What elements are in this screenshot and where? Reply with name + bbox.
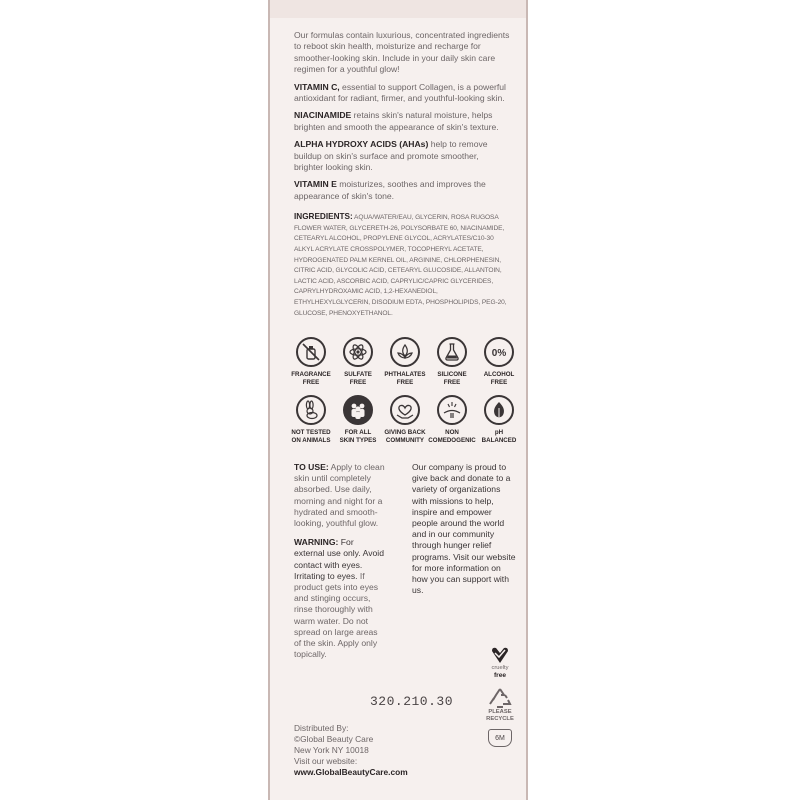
badge-non-comedogenic [429,395,475,445]
badge-giving-back [382,395,428,445]
badge-silicone-free [429,337,475,387]
rabbit-icon [296,395,326,425]
badge-label: FOR ALL [344,429,372,436]
badge-label: COMEDOGENIC [428,437,476,444]
please-label: PLEASE [488,709,512,715]
company-address: New York NY 10018 [294,745,369,755]
vitamin-e-text: moisturizes, soothes and improves the appearance of skin's tone. [294,179,486,201]
badge-row [288,395,522,445]
badge-row [288,337,522,387]
ingredients-list [294,212,510,319]
aha-text: help to remove buildup on skin's surface and promote smoother, brighter looking skin. [294,139,488,173]
aha-paragraph [294,139,510,173]
alcohol-free-icon [484,337,514,367]
seals-column [480,645,520,747]
lot-number: 320.210.30 [370,694,454,709]
leaf-drop-icon [484,395,514,425]
distributed-by: Distributed By: [294,723,349,733]
badge-label: SILICONE [437,371,467,378]
to-use-label: TO USE: [294,462,329,472]
badge-label: COMMUNITY [385,437,425,444]
giving-back-text: Our company is proud to give back and donate to a variety of organizations with missions to help, inspire and empower people around the world and in our community through hunger relief programs. Visit our website for more information on how you can support with us. [412,462,516,596]
warning-body: If product gets into eyes and stinging occurs, rinse thoroughly with warm water. Do not spread on large areas of the skin. Apply only topically. [294,570,379,660]
badge-not-tested [288,395,334,445]
badge-label: NON [445,429,459,436]
vitamin-c-paragraph [294,82,510,105]
recycle-label: RECYCLE [486,716,514,722]
product-box [268,0,528,800]
to-use-body: Apply to clean skin until completely absorbed. Use daily, morning and night for a hydrated and smooth-looking, youthful glow. [294,462,385,529]
badge-grid [288,337,522,453]
description-block [294,30,510,319]
right-margin [528,0,800,800]
heart-check-icon [489,645,511,665]
vitamin-e-paragraph [294,179,510,202]
badge-sulfate-free [335,337,381,387]
niacinamide-text: retains skin's natural moisture, helps brighten and smooth the appearance of skin's texture. [294,110,499,132]
to-use-text [294,462,386,529]
company-name: ©Global Beauty Care [294,734,374,744]
badge-label: ALCOHOL [483,371,515,378]
visit-website: Visit our website: [294,756,358,766]
left-margin [0,0,268,800]
badge-label: pH [494,429,504,436]
website-url: www.GlobalBeautyCare.com [294,767,408,777]
badge-phthalates-free [382,337,428,387]
vitamin-e-term: VITAMIN E [294,179,337,190]
people-icon [343,395,373,425]
niacinamide-paragraph [294,110,510,133]
badge-label: FREE [396,379,414,386]
pao-jar-icon [488,729,512,747]
badge-label: PHTHALATES [384,371,426,378]
usage-column [294,462,386,660]
cruelty-label: cruelty [491,665,509,671]
badge-all-skin-types [335,395,381,445]
silicone-free-icon [437,337,467,367]
aha-term: ALPHA HYDROXY ACIDS (AHAs) [294,139,429,150]
fragrance-free-icon [296,337,326,367]
ingredients-label: INGREDIENTS: [294,212,353,222]
badge-label: FREE [302,379,320,386]
badge-label: FREE [490,379,508,386]
sulfate-free-icon [343,337,373,367]
vitamin-c-term: VITAMIN C, [294,81,340,92]
box-top-edge [270,0,526,18]
badge-label: GIVING BACK [384,429,426,436]
warning-text [294,537,386,660]
warning-dark-body: For external use only. Avoid contact with eyes. Irritating to eyes. [294,537,384,581]
distributor-block [294,723,474,778]
phthalates-free-icon [390,337,420,367]
vitamin-c-text: essential to support Collagen, is a powerful antioxidant for radiant, firmer, and youthful-looking skin. [294,81,506,104]
giving-back-column [412,462,516,596]
badge-alcohol-free [476,337,522,387]
badge-label: ON ANIMALS [291,437,331,444]
recycle-icon [488,687,512,709]
badge-label: SULFATE [344,371,372,378]
intro-text: Our formulas contain luxurious, concentrated ingredients to reboot skin health, moisturize and recharge for smoother-looking skin. Include in your daily skin care regimen for a youthful glow! [294,30,510,75]
niacinamide-term: NIACINAMIDE [294,110,352,121]
alcohol-glyph: 0% [491,348,507,359]
ingredients-text: AQUA/WATER/EAU, GLYCERIN, ROSA RUGOSA FLOWER WATER, GLYCERETH-26, POLYSORBATE 60, NIACINAMIDE, CETEARYL ALCOHOL, PROPYLENE GLYCOL, ACRYLATES/C10-30 ALKYL ACRYLATE CROSSPOLYMER, TOCOPHERYL ACETATE, HYDROGENATED PALM KERNEL OIL, ARGININE, CHLORPHENESIN, CITRIC ACID, GLYCOLIC ACID, CETEARYL GLUCOSIDE, ALLANTOIN, LACTIC ACID, ASCORBIC ACID, CAPRYLIC/CAPRIC GLYCERIDES, CAPRYLHYDROXAMIC ACID, 1,2-HEXANEDIOL, ETHYLHEXYLGLYCERIN, DISODIUM EDTA, PHOSPHOLIPIDS, PEG-20, GLUCOSE, PHENOXYETHANOL. [294,214,507,317]
warning-label: WARNING: [294,537,339,548]
badge-label: FREE [349,379,367,386]
badge-ph-balanced [476,395,522,445]
heart-hands-icon [390,395,420,425]
badge-fragrance-free [288,337,334,387]
badge-label: FRAGRANCE [291,371,331,378]
pao-label: 6M [495,734,505,742]
badge-label: NOT TESTED [291,429,331,436]
badge-label: FREE [443,379,461,386]
badge-label: BALANCED [481,437,517,444]
badge-label: SKIN TYPES [339,437,377,444]
free-label: free [493,672,507,679]
pore-icon [437,395,467,425]
